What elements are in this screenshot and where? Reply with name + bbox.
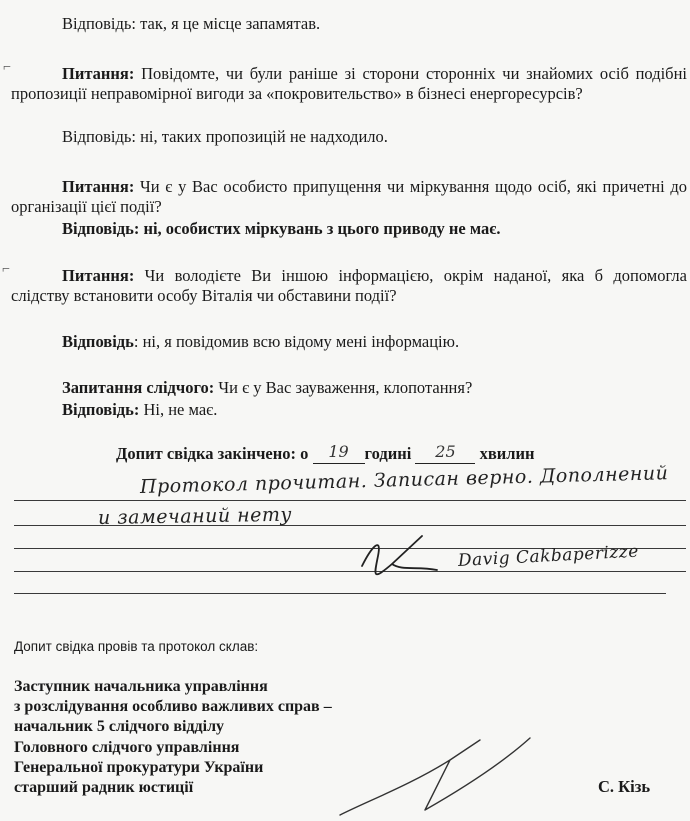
ruled-line [14,571,686,572]
position-line: начальник 5 слідчого відділу [14,718,225,736]
conducted-by-label: Допит свідка провів та протокол склав: [14,639,259,654]
margin-mark: ⌐ [3,60,11,75]
signer-name: С. Кізь [598,777,651,796]
position-line: Генеральної прокуратури України [14,758,264,776]
handwritten-note-line-2: и замечаний нету [97,503,293,529]
position-line: з розслідування особливо важливих справ – [14,698,332,716]
investigator-position [14,677,332,798]
interrogation-end-line: Допит свідка закінчено: о 19 годині 25 хвилин [116,442,535,463]
ruled-line [14,500,686,501]
margin-mark: ⌐ [2,262,10,277]
handwritten-note-line-1: Протокол прочитан. Записан верно. Дополнений [139,462,669,498]
answer-4: Відповідь: Ні, не має. [62,400,218,419]
witness-signature [352,526,442,586]
answer-2: Відповідь: ні, особистих міркувань з цього приводу не має. [62,219,501,238]
question-4: Запитання слідчого: Чи є у Вас зауваження, клопотання? [62,378,473,397]
question-3: Питання: Чи володієте Ви іншою інформацією, окрім наданої, яка б допомогла слідству встановити особу Віталія чи обставини події? [11,266,687,305]
answer-3: Відповідь: ні, я повідомив всю відому мені інформацію. [62,332,460,351]
position-line: старший радник юстиції [14,779,194,797]
answer-1: Відповідь: ні, таких пропозицій не надходило. [62,127,388,146]
answer-0: Відповідь: так, я це місце запамятав. [62,14,321,33]
investigator-signature [330,730,570,820]
position-line: Головного слідчого управління [14,738,240,756]
question-2: Питання: Чи є у Вас особисто припущення чи міркування щодо осіб, які причетні до організації цієї події? [11,177,687,216]
position-line: Заступник начальника управління [14,678,268,695]
ruled-line [14,593,666,594]
end-hour-field: 19 [313,445,365,464]
end-minute-field: 25 [415,445,475,464]
witness-signature-name: Davig Cakbaperizze [457,541,640,571]
question-1: Питання: Повідомте, чи були раніше зі сторони сторонніх чи знайомих осіб подібні пропозиції неправомірної вигоди за «покровительство» в бізнесі енергоресурсів? [11,64,687,103]
